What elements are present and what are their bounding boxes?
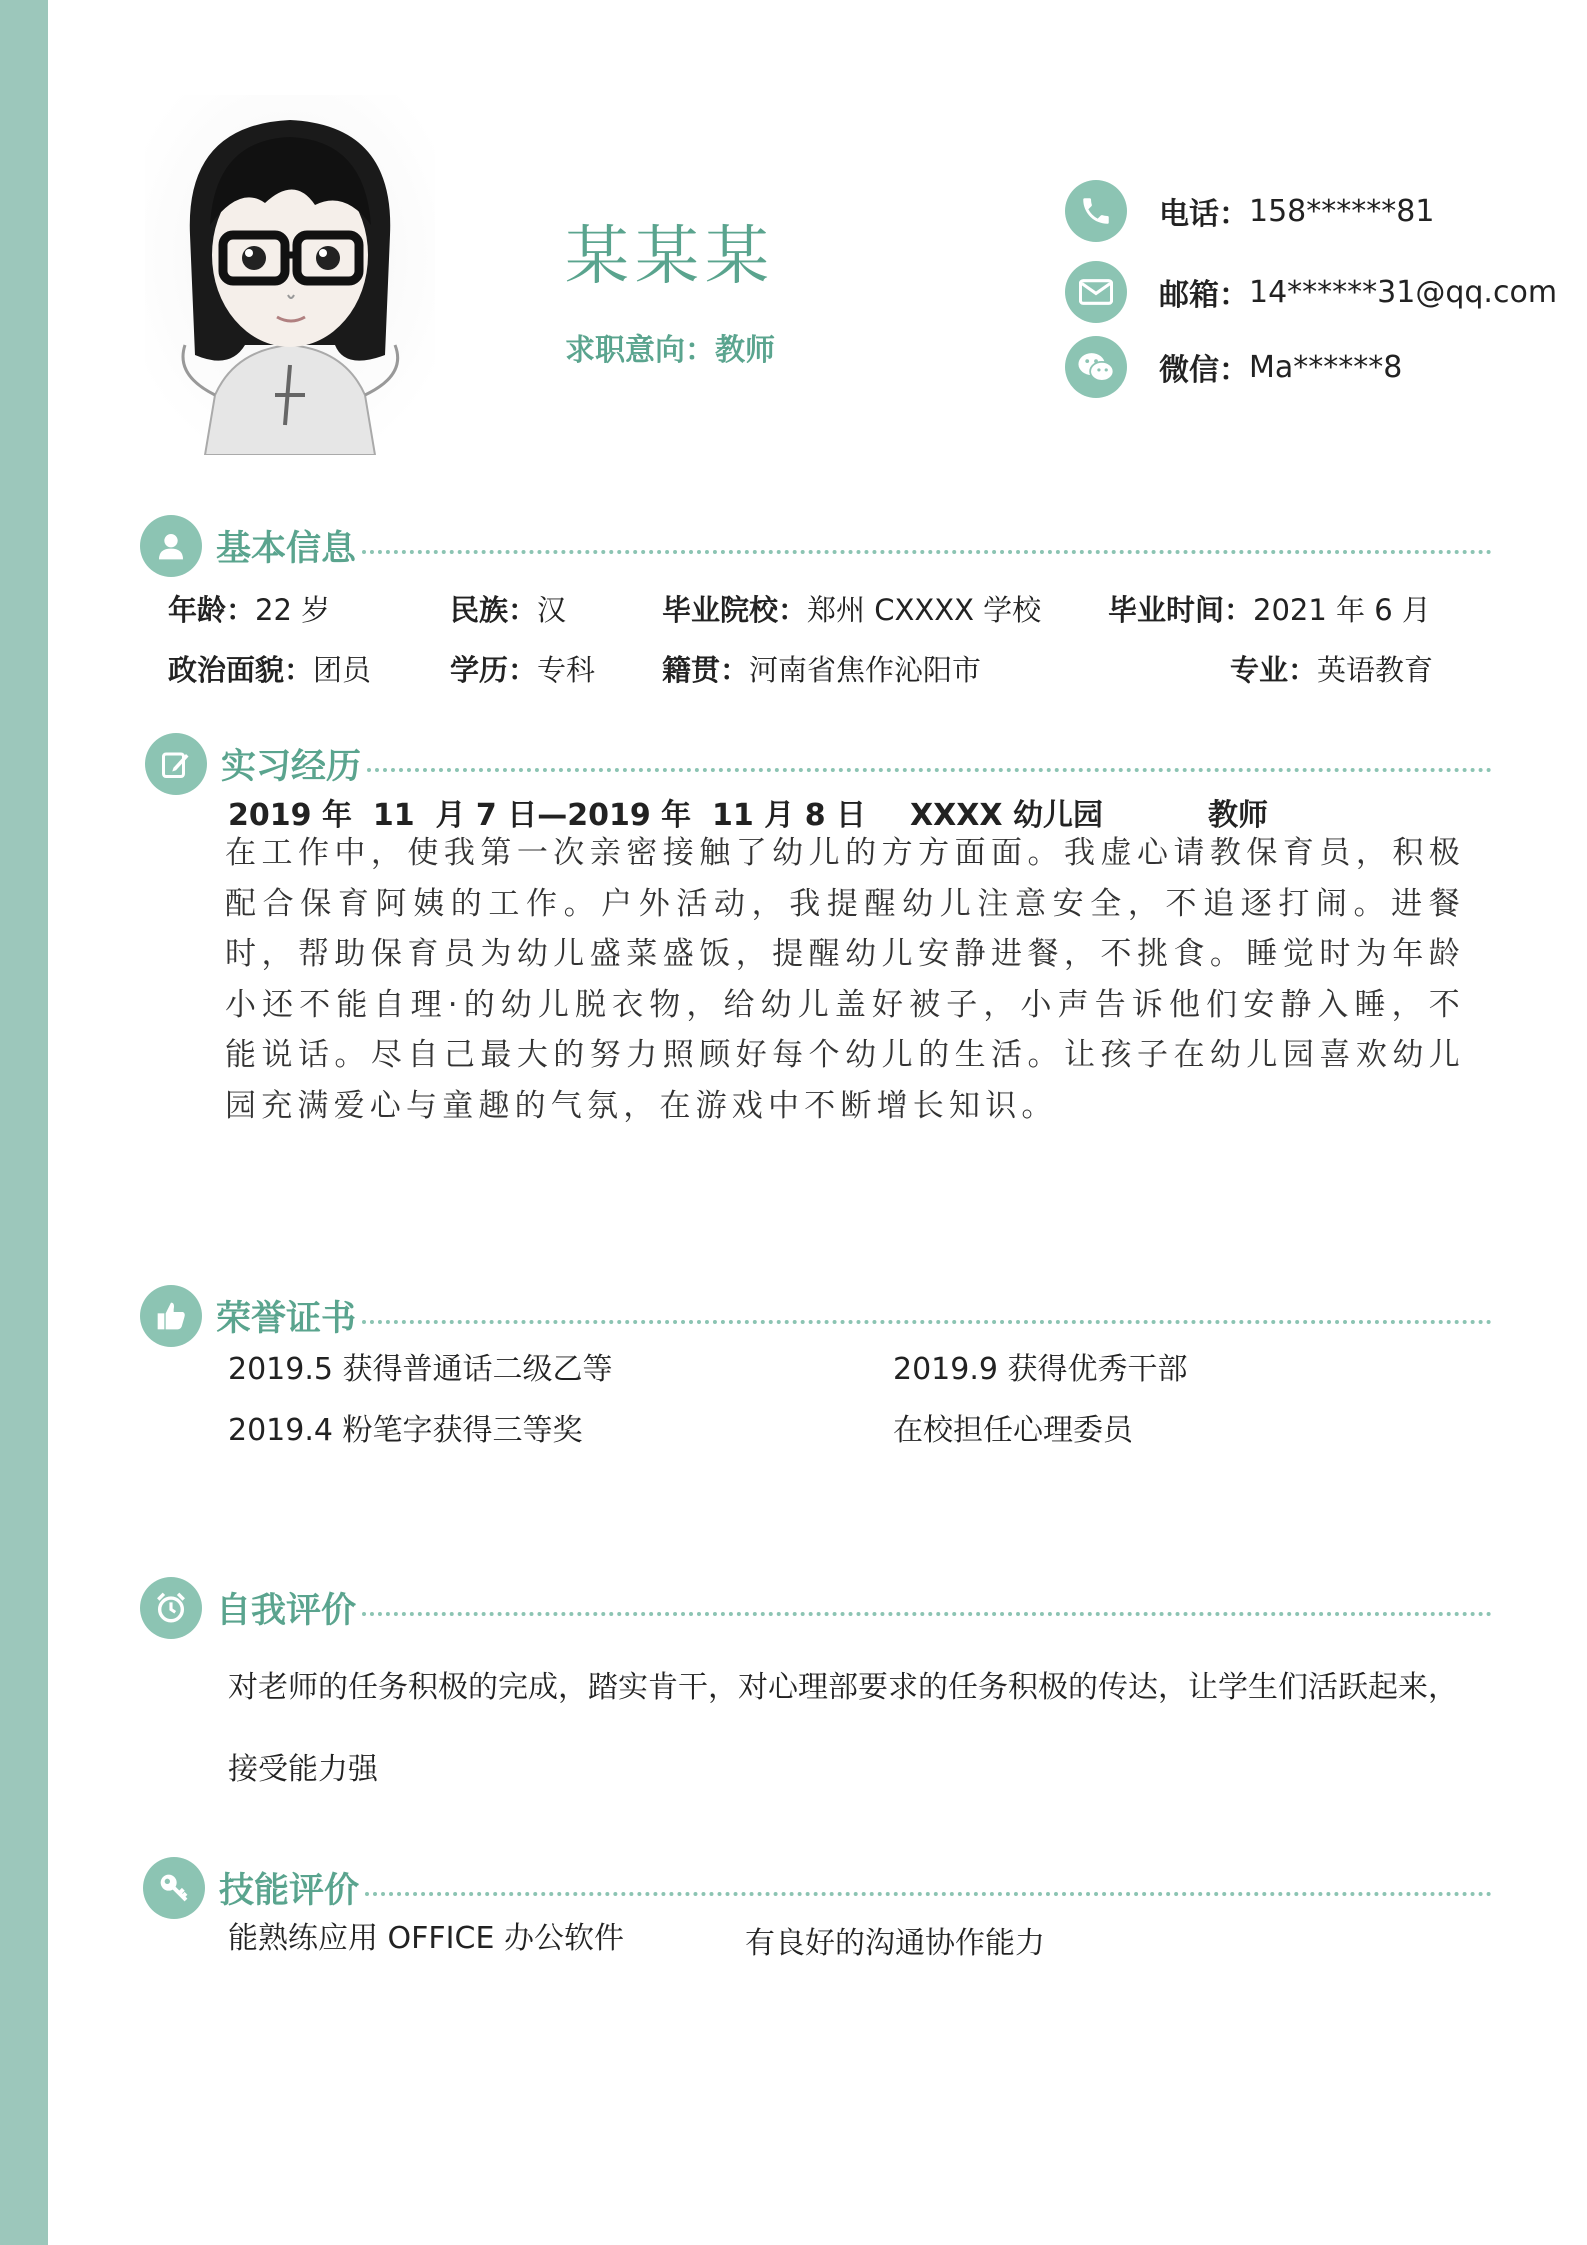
- honor-item: 2019.4 粉笔字获得三等奖: [228, 1413, 583, 1448]
- skill-item: 有良好的沟通协作能力: [745, 1926, 1045, 1961]
- section-title: 技能评价: [219, 1871, 360, 1911]
- field-education: [450, 648, 595, 689]
- field-ethnicity: [450, 588, 566, 629]
- internship-description: 在工作中，使我第一次亲密接触了幼儿的方方面面。我虚心请教保育员，积极配合保育阿姨的工作。户外活动，我提醒幼儿注意安全，不追逐打闹。进餐时，帮助保育员为幼儿盛菜盛饭，提醒幼儿安静进餐，不挑食。睡觉时为年龄小还不能自理·的幼儿脱衣物，给幼儿盖好被子，小声告诉他们安静入睡，不能说话。尽自己最大的努力照顾好每个幼儿的生活。让孩子在幼儿园喜欢幼儿园充满爱心与童趣的气氛，在游戏中不断增长知识。: [225, 835, 1465, 1124]
- profile-photo: [145, 95, 435, 455]
- alarm-clock-icon: [140, 1577, 202, 1639]
- email-value: 14******31@qq.com: [1249, 274, 1558, 310]
- section-title: 基本信息: [216, 529, 357, 569]
- field-political: [168, 648, 371, 689]
- internship-date: 2019 年 11 月 7 日—2019 年 11 月 8 日: [228, 798, 867, 833]
- contact-phone: [1065, 180, 1434, 242]
- field-label: 政治面貌：: [168, 653, 314, 687]
- internship-org: XXXX 幼儿园: [910, 798, 1103, 833]
- skill-item: 能熟练应用 OFFICE 办公软件: [228, 1921, 624, 1956]
- field-value: 22 岁: [255, 593, 331, 627]
- self-evaluation-line: 对老师的任务积极的完成，踏实肯干，对心理部要求的任务积极的传达，让学生们活跃起来，: [228, 1670, 1458, 1705]
- wechat-value: Ma******8: [1249, 349, 1403, 385]
- job-intent-value: 教师: [715, 333, 775, 368]
- email-label: 邮箱：: [1159, 278, 1249, 313]
- job-intent: [520, 325, 820, 369]
- field-value: 英语教育: [1317, 653, 1434, 687]
- wechat-label: 微信：: [1159, 353, 1249, 388]
- thumbs-up-icon: [140, 1285, 202, 1347]
- field-label: 年龄：: [168, 593, 256, 627]
- phone-label: 电话：: [1159, 197, 1249, 232]
- edit-icon: [145, 733, 207, 795]
- honor-item: 在校担任心理委员: [893, 1413, 1133, 1448]
- section-honors: [140, 1285, 1492, 1347]
- user-icon: [140, 515, 202, 577]
- left-accent-bar: [0, 0, 48, 2245]
- job-intent-label: 求职意向：: [565, 333, 715, 368]
- field-label: 民族：: [450, 593, 538, 627]
- honor-item: 2019.9 获得优秀干部: [893, 1352, 1188, 1387]
- field-label: 专业：: [1230, 653, 1318, 687]
- dotted-divider: [362, 1320, 1492, 1324]
- section-basic-info: [140, 515, 1492, 577]
- key-icon: [143, 1857, 205, 1919]
- field-label: 学历：: [450, 653, 538, 687]
- section-self-evaluation: [140, 1577, 1492, 1639]
- section-skills: [143, 1857, 1492, 1919]
- phone-value: 158******81: [1249, 193, 1435, 229]
- section-title: 自我评价: [216, 1591, 357, 1631]
- field-value: 团员: [313, 653, 372, 687]
- field-value: 河南省焦作沁阳市: [749, 653, 982, 687]
- section-title: 实习经历: [221, 747, 362, 787]
- field-school: [662, 588, 1041, 629]
- field-age: [168, 588, 330, 629]
- mail-icon: [1065, 261, 1127, 323]
- dotted-divider: [367, 768, 1492, 772]
- contact-wechat: [1065, 336, 1402, 398]
- field-label: 毕业时间：: [1108, 593, 1254, 627]
- field-value: 专科: [537, 653, 596, 687]
- field-value: 2021 年 6 月: [1253, 593, 1431, 627]
- dotted-divider: [362, 550, 1492, 554]
- field-label: 籍贯：: [662, 653, 750, 687]
- phone-icon: [1065, 180, 1127, 242]
- field-value: 郑州 CXXXX 学校: [807, 593, 1042, 627]
- internship-role: 教师: [1208, 798, 1268, 833]
- self-evaluation-line: 接受能力强: [228, 1752, 378, 1787]
- section-title: 荣誉证书: [216, 1299, 357, 1339]
- contact-email: [1065, 261, 1557, 323]
- honor-item: 2019.5 获得普通话二级乙等: [228, 1352, 613, 1387]
- wechat-icon: [1065, 336, 1127, 398]
- field-value: 汉: [537, 593, 567, 627]
- field-graduation: [1108, 588, 1431, 629]
- dotted-divider: [365, 1892, 1492, 1896]
- field-major: [1230, 648, 1433, 689]
- candidate-name: 某某某: [565, 220, 775, 294]
- field-hometown: [662, 648, 981, 689]
- dotted-divider: [362, 1612, 1492, 1616]
- field-label: 毕业院校：: [662, 593, 808, 627]
- section-internship: [145, 733, 1492, 795]
